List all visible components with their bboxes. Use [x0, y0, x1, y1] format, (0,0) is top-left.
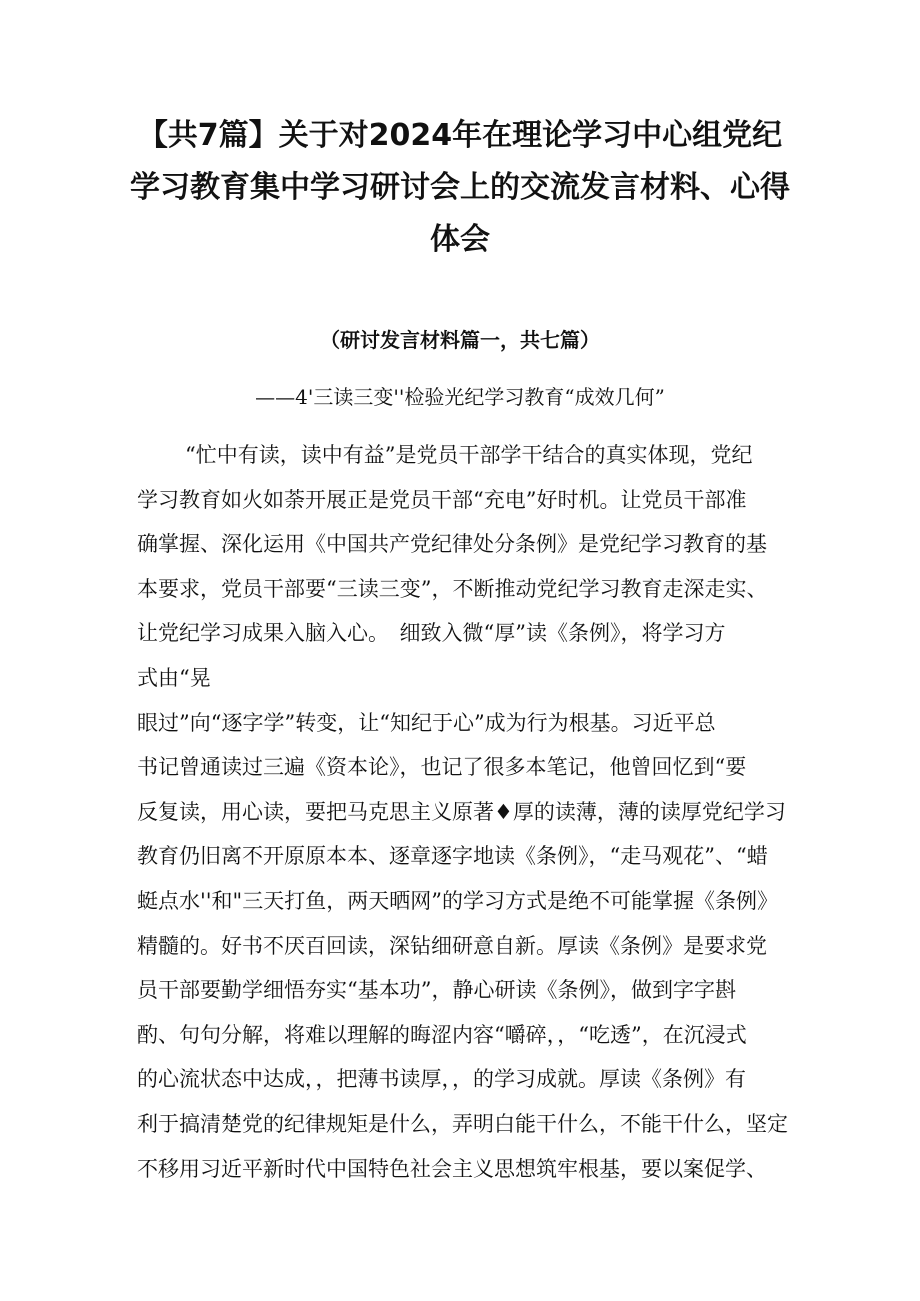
- section-label: （研讨发言材料篇一，共七篇）: [320, 328, 600, 352]
- body-line: 精髓的。好书不厌百回读，深钻细研意自新。厚读《条例》是要求党: [137, 933, 767, 958]
- title-line: 体会: [430, 222, 490, 257]
- body-line: 的心流状态中达成，，把薄书读厚，，的学习成就。厚读《条例》有: [137, 1067, 746, 1092]
- body-line: 确掌握、深化运用《中国共产党纪律处分条例》是党纪学习教育的基: [137, 532, 767, 557]
- body-line: 书记曾通读过三遍《资本论》，也记了很多本笔记，他曾回忆到“要: [137, 755, 747, 780]
- body-line: 教育仍旧离不开原原本本、逐章逐字地读《条例》，“走马观花”、“蜡: [137, 844, 768, 869]
- document-title: [100, 110, 820, 266]
- body-paragraph: [137, 433, 807, 1191]
- body-line: 酌、句句分解，将难以理解的晦涩内容“嚼碎，，“吃透”，在沉浸式: [137, 1022, 747, 1047]
- body-line: 不移用习近平新时代中国特色社会主义思想筑牢根基，要以案促学、: [137, 1156, 767, 1181]
- body-line: 蜓点水''和"三天打鱼，两天晒网”的学习方式是绝不可能掌握《条例》: [137, 888, 778, 913]
- body-line: 学习教育如火如荼开展正是党员干部“充电”好时机。让党员干部准: [137, 487, 747, 512]
- body-line: “忙中有读，读中有益”是党员干部学干结合的真实体现，党纪: [185, 443, 753, 467]
- body-line: 让党纪学习成果入脑入心。 细致入微“厚”读《条例》，将学习方: [137, 621, 726, 646]
- body-line: 眼过”向“逐字学”转变，让“知纪于心”成为行为根基。习近平总: [137, 710, 716, 735]
- body-line: 员干部要勤学细悟夯实“基本功”，静心研读《条例》，做到字字斟: [137, 978, 736, 1003]
- title-line: 学习教育集中学习研讨会上的交流发言材料、心得: [130, 170, 790, 205]
- title-line: 【共7篇】关于对2024年在理论学习中心组党纪: [137, 118, 783, 153]
- body-line: 式由“晃: [137, 665, 211, 690]
- body-line: 反复读，用心读，要把马克思主义原著♦厚的读薄，薄的读厚党纪学习: [137, 799, 786, 824]
- body-line: 利于搞清楚党的纪律规矩是什么，弄明白能干什么，不能干什么，坚定: [137, 1111, 788, 1136]
- body-line: 本要求，党员干部要“三读三变”，不断推动党纪学习教育走深走实、: [137, 576, 768, 601]
- subheading: ——4'三读三变''检验光纪学习教育“成效几何”: [255, 385, 665, 409]
